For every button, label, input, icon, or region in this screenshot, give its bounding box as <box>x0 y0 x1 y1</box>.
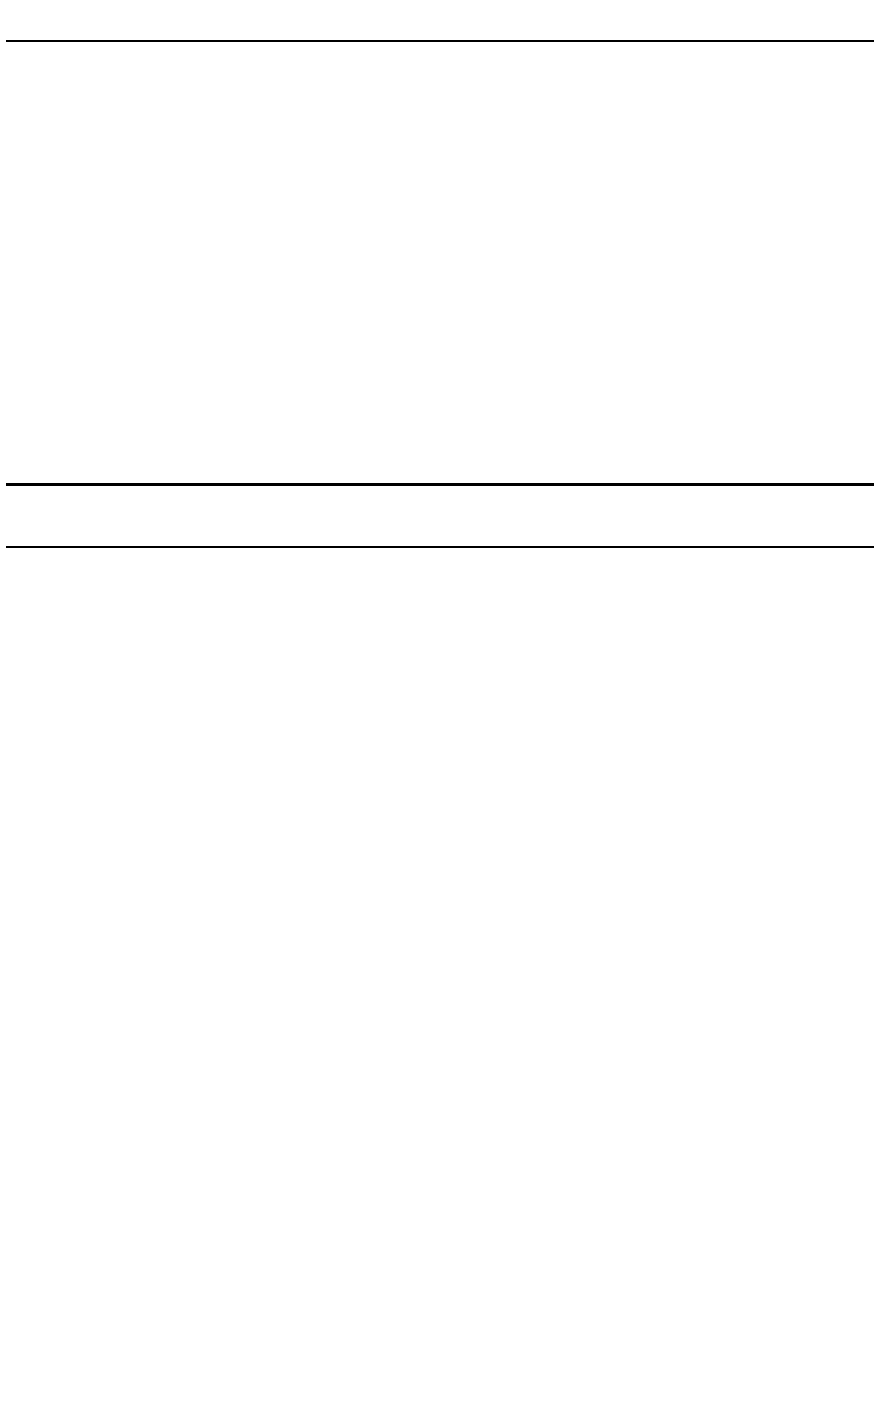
help-wanted-section <box>6 40 874 482</box>
header-line <box>6 6 48 21</box>
home-service-guide-banner <box>6 483 874 548</box>
service-guide-section <box>6 546 874 1402</box>
page-header <box>0 0 880 40</box>
